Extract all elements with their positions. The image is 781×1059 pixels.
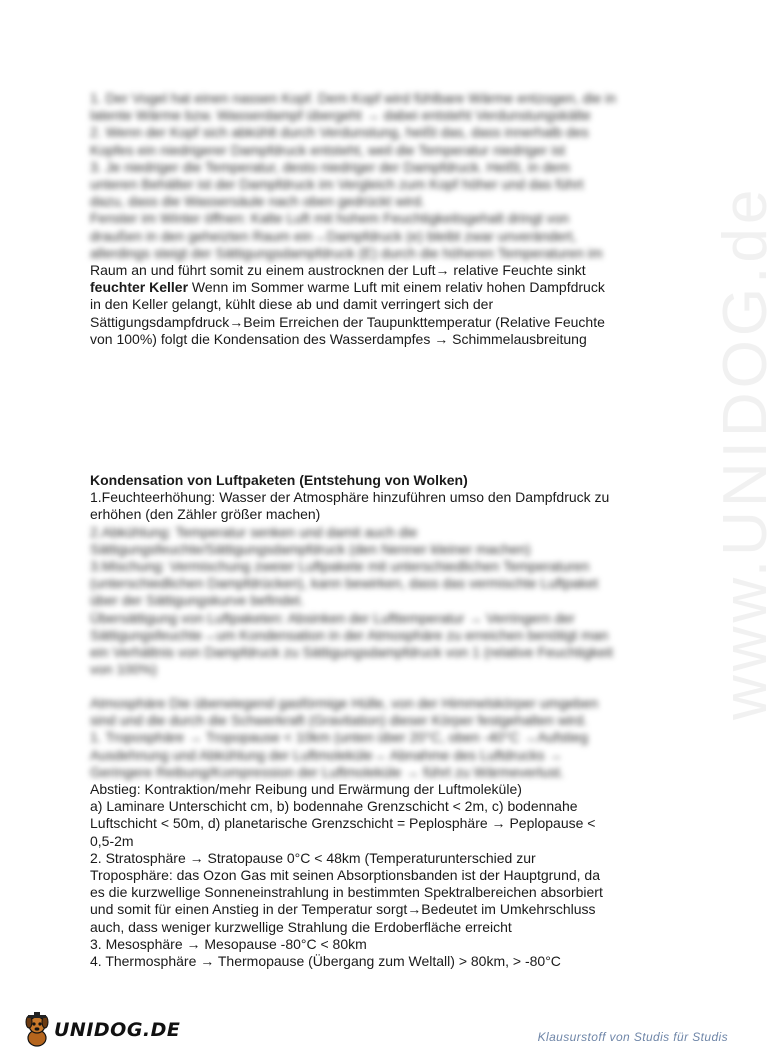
- blurred-line: Übersättigung von Luftpaketen: Absinken der Lufttemperatur → Verringern der: [90, 609, 575, 626]
- blurred-line: über der Sättigungskurve befindet.: [90, 592, 305, 609]
- blurred-line: Sättigungsfeuchte/Sättigungsdampfdruck (den Nenner kleiner machen): [90, 540, 531, 557]
- blurred-line: 3. Je niedriger die Temperatur, desto niedriger der Dampfdruck. Heißt, in dem: [90, 158, 570, 175]
- blurred-line: Geringere Reibung/Kompression der Luftmoleküle → führt zu Wärmeverlust.: [90, 763, 564, 780]
- blurred-line: (unterschiedlichen Dampfdrücken), kann bewirken, dass das vermischte Luftpaket: [90, 575, 599, 592]
- text-line: Abstieg: Kontraktion/mehr Reibung und Erwärmung der Luftmoleküle): [90, 781, 522, 798]
- text-line: Raum an und führt somit zu einem austrocknen der Luft→ relative Feuchte sinkt: [90, 262, 586, 279]
- logo-text: UNIDOG.DE: [54, 1019, 181, 1041]
- section-heading: Kondensation von Luftpaketen (Entstehung von Wolken): [90, 472, 468, 488]
- blurred-line: latente Wärme bzw. Wasserdampf übergeht → dabei entsteht Verdunstungskälte: [90, 107, 591, 124]
- unidog-logo: [22, 1012, 180, 1048]
- blurred-paragraph: [90, 524, 662, 679]
- text-line: Sättigungsdampfdruck→Beim Erreichen der Taupunkttemperatur (Relative Feuchte: [90, 313, 605, 330]
- blurred-line: von 100%): [90, 661, 157, 678]
- blurred-line: Sättigungsfeuchte→um Kondensation in der Atmosphäre zu erreichen benötigt man: [90, 626, 609, 643]
- blurred-line: Fenster im Winter öffnen: Kalte Luft mit hohem Feuchtigkeitsgehalt dringt von: [90, 210, 570, 227]
- blurred-line: sind und die durch die Schwerkraft (Gravitation) dieser Körper festgehalten wird.: [90, 712, 588, 729]
- text-line: Luftschicht < 50m, d) planetarische Grenzschicht = Peplosphäre → Peplopause <: [90, 815, 596, 832]
- text-line: 2. Stratosphäre → Stratopause 0°C < 48km (Temperaturunterschied zur: [90, 849, 536, 866]
- text-line: erhöhen (den Zähler größer machen): [90, 506, 321, 523]
- blurred-line: 1. Troposphäre → Tropopause < 10km (unten über 20°C, oben -40°C →Aufstieg: [90, 729, 588, 746]
- blurred-line: Atmosphäre Die überwiegend gasförmige Hülle, von der Himmelskörper umgeben: [90, 695, 599, 711]
- blurred-line: ein Verhältnis von Dampfdruck zu Sättigungsdampfdruck von 1 (relative Feuchtigkeit: [90, 644, 613, 661]
- blurred-line: unteren Behälter ist der Dampfdruck im Vergleich zum Kopf höher und das führt: [90, 176, 584, 193]
- text-line: a) Laminare Unterschicht cm, b) bodennahe Grenzschicht < 2m, c) bodennahe: [90, 798, 578, 815]
- keller-text: Wenn im Sommer warme Luft mit einem relativ hohen Dampfdruck: [188, 279, 605, 296]
- text-line: 4. Thermosphäre → Thermopause (Übergang zum Weltall) > 80km, > -80°C: [90, 953, 561, 970]
- text-line: Troposphäre: das Ozon Gas mit seinen Absorptionsbanden ist der Hauptgrund, da: [90, 867, 601, 884]
- text-line: auch, dass weniger kurzwellige Strahlung die Erdoberfläche erreicht: [90, 918, 512, 935]
- blurred-line: Ausdehnung und Abkühlung der Luftmoleküle→ Abnahme des Luftdrucks →: [90, 746, 563, 763]
- text-line: es die kurzwellige Sonneneinstrahlung in bestimmten Spektralbereichen absorbiert: [90, 884, 603, 901]
- text-line: und somit für einen Anstieg in der Temperatur sorgt→Bedeutet im Umkehrschluss: [90, 901, 596, 918]
- watermark: www.UNIDOG.de: [711, 185, 780, 720]
- text-line: in den Keller gelangt, kühlt diese ab und damit verringert sich der: [90, 296, 494, 313]
- text-line: 1.Feuchteerhöhung: Wasser der Atmosphäre hinzuführen umso den Dampfdruck zu: [90, 489, 610, 506]
- blurred-line: allerdings steigt der Sättigungsdampfdruck (E) durch die höheren Temperaturen im: [90, 244, 603, 261]
- blurred-line: 2. Wenn der Kopf sich abkühlt durch Verdunstung, heißt das, dass innerhalb des: [90, 124, 589, 141]
- footer-tagline: Klausurstoff von Studis für Studis: [537, 1030, 728, 1044]
- text-line: 3. Mesosphäre → Mesopause -80°C < 80km: [90, 935, 367, 952]
- blurred-line: 2.Abkühlung: Temperatur senken und damit auch die: [90, 523, 418, 540]
- section-kondensation: [90, 472, 662, 678]
- blurred-line: dazu, dass die Wassersäule nach oben gedrückt wird.: [90, 193, 425, 210]
- blurred-paragraph: [90, 90, 662, 262]
- text-line: 0,5-2m: [90, 832, 134, 849]
- blurred-paragraph: [90, 695, 662, 781]
- blurred-line: Kopfes ein niedrigerer Dampfdruck entsteht, weil die Temperatur niedriger ist: [90, 141, 566, 158]
- section-atmosphaere: [90, 695, 662, 970]
- section-verdunstung: [90, 90, 662, 348]
- keller-label: feuchter Keller: [90, 279, 189, 296]
- text-line: [90, 279, 662, 296]
- text-line: von 100%) folgt die Kondensation des Wasserdampfes → Schimmelausbreitung: [90, 330, 587, 347]
- dog-mascot-icon: [22, 1012, 52, 1048]
- blurred-line: 1. Der Vogel hat einen nassen Kopf. Dem Kopf wird fühlbare Wärme entzogen, die in: [90, 90, 617, 106]
- blurred-line: draußen in den geheizten Raum ein→Dampfdruck (e) bleibt zwar unverändert,: [90, 227, 577, 244]
- blurred-line: 3.Mischung: Vermischung zweier Luftpakete mit unterschiedlichen Temperaturen: [90, 558, 590, 575]
